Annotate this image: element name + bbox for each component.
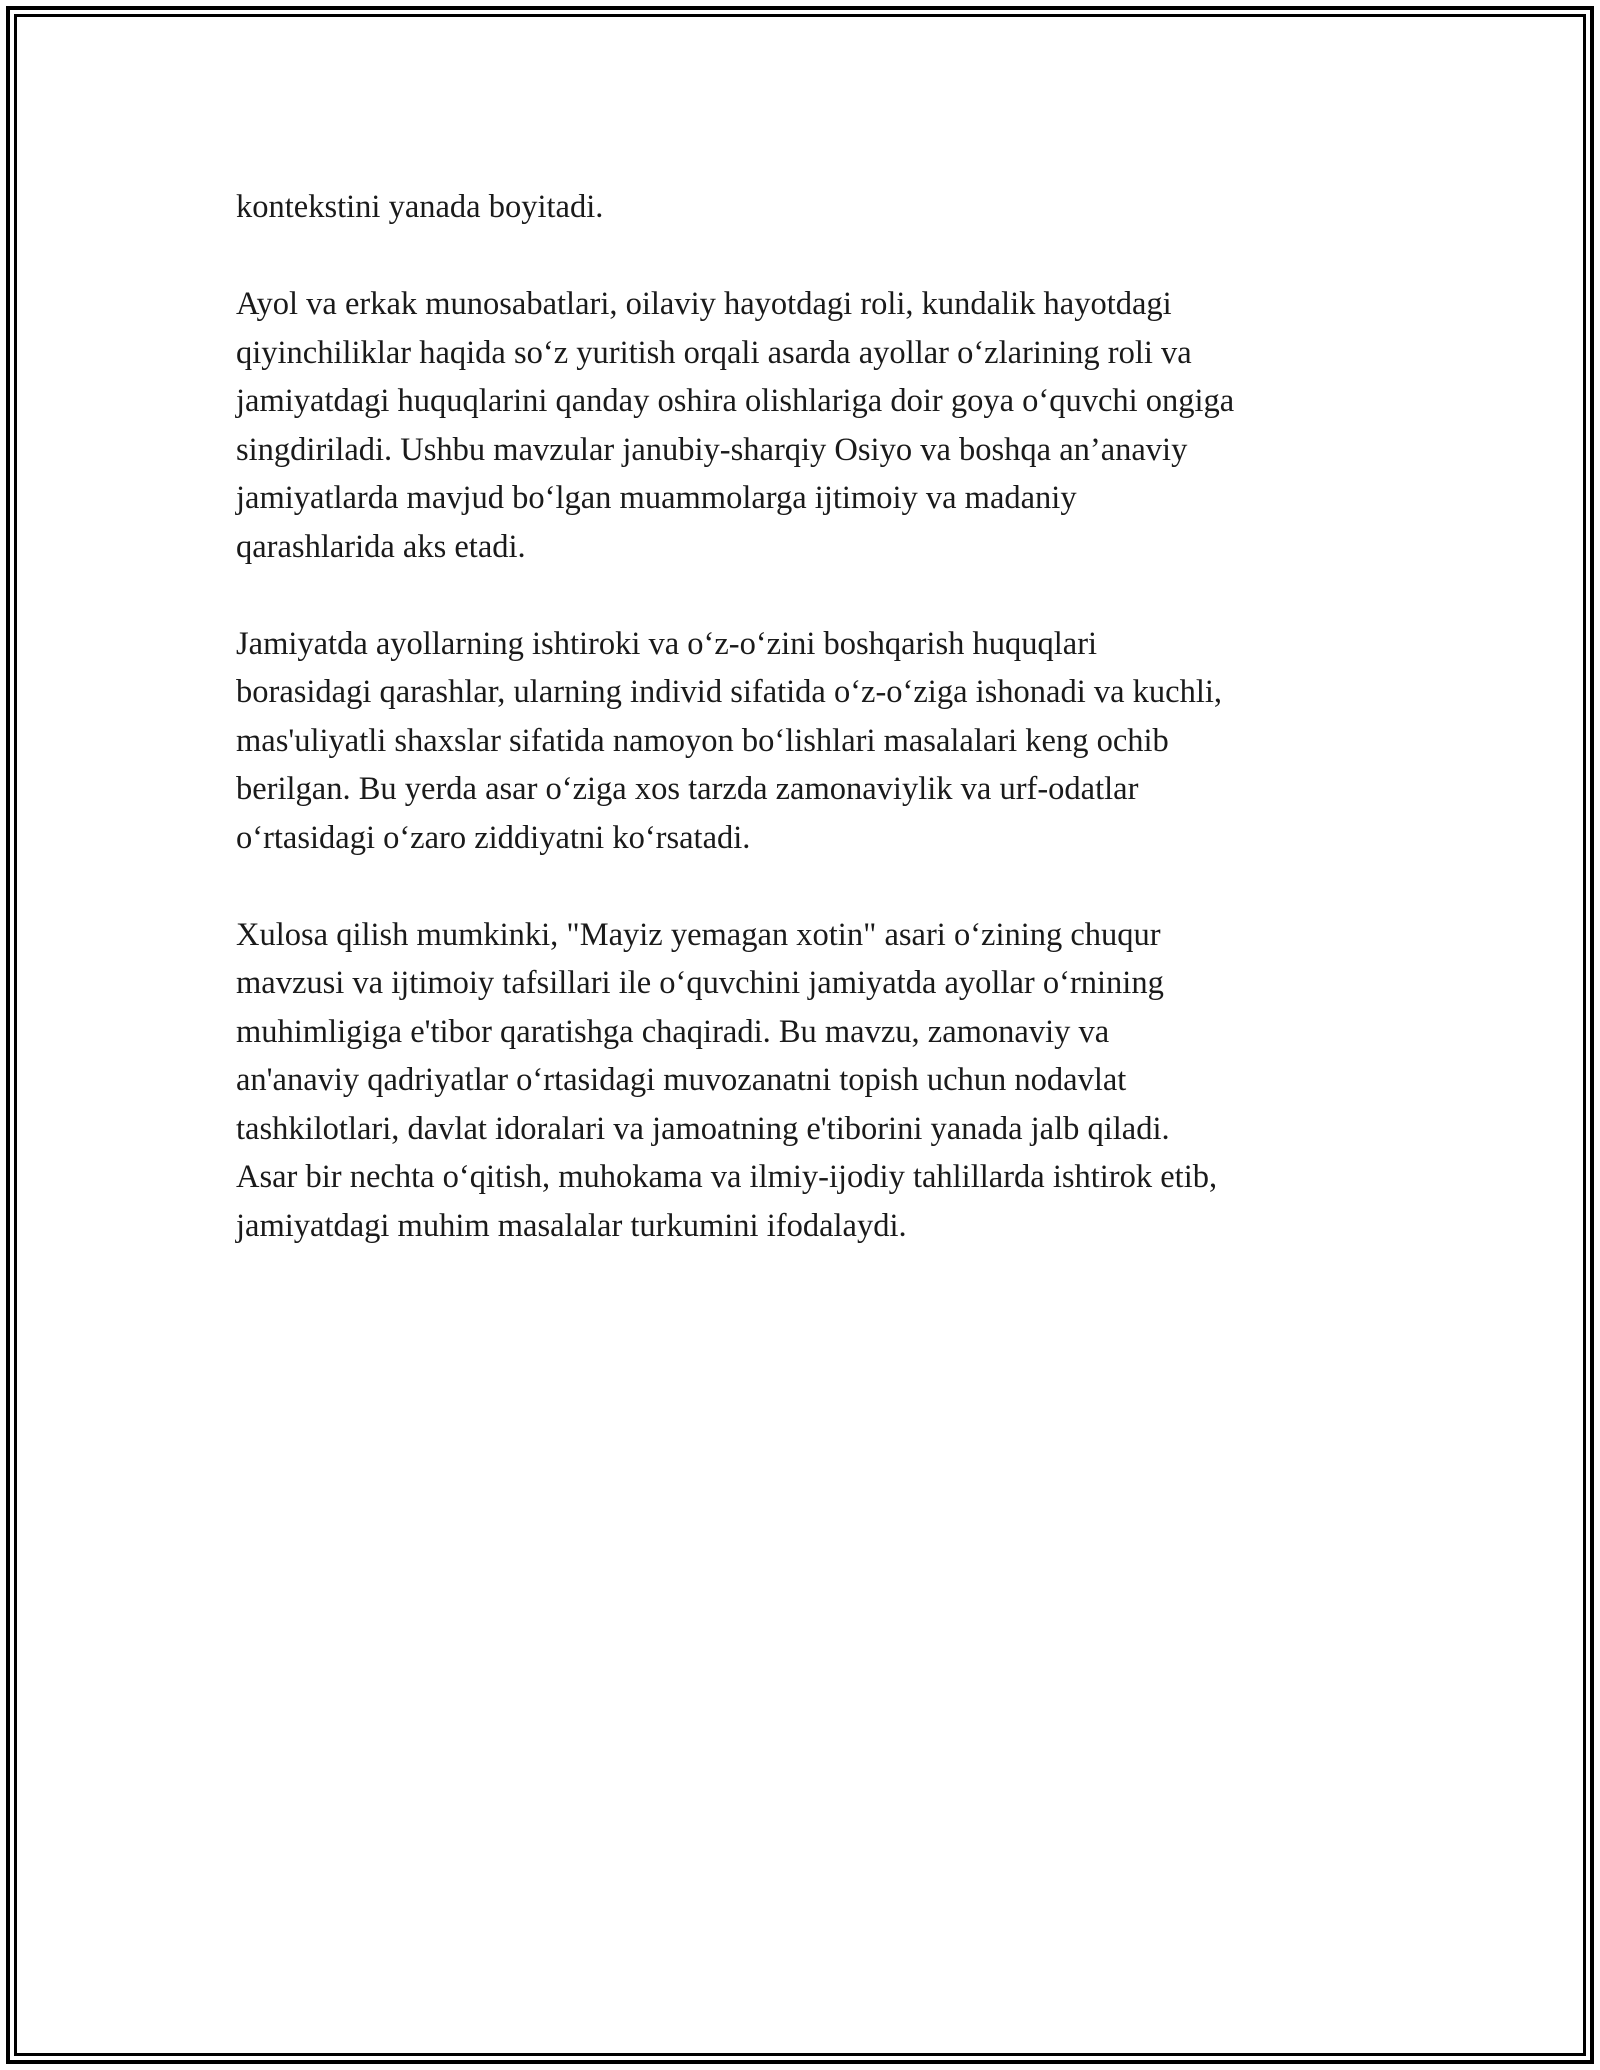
paragraph-4: Xulosa qilish mumkinki, "Mayiz yemagan xotin" asari o‘zining chuqur mavzusi va ijtimoiy tafsillari ile o‘quvchini jamiyatda ayollar o‘rnining muhimligiga e'tibor qaratishga chaqiradi. Bu mavzu, zamonaviy va an'anaviy qadriyatlar o‘rtasidagi muvozanatni topish uchun nodavlat tashkilotlari, davlat idoralari va jamoatning e'tiborini yanada jalb qiladi. Asar bir nechta o‘qitish, muhokama va ilmiy-ijodiy tahlillarda ishtirok etib, jamiyatdagi muhim masalalar turkumini ifodalaydi.: [236, 916, 1218, 1244]
paragraph-3: Jamiyatda ayollarning ishtiroki va o‘z-o‘zini boshqarish huquqlari borasidagi qarashlar, ularning individ sifatida o‘z-o‘ziga ishonadi va kuchli, mas'uliyatli shaxslar sifatida namoyon bo‘lishlari masalalari keng ochib berilgan. Bu yerda asar o‘ziga xos tarzda zamonaviylik va urf-odatlar o‘rtasidagi o‘zaro ziddiyatni ko‘rsatadi.: [236, 625, 1223, 856]
paragraph-2: Ayol va erkak munosabatlari, oilaviy hayotdagi roli, kundalik hayotdagi qiyinchiliklar haqida so‘z yuritish orqali asarda ayollar o‘zlarining roli va jamiyatdagi huquqlarini qanday oshira olishlariga doir goya o‘quvchi ongiga singdiriladi. Ushbu mavzular janubiy-sharqiy Osiyo va boshqa an’anaviy jamiyatlarda mavjud bo‘lgan muammolarga ijtimoiy va madaniy qarashlarida aks etadi.: [236, 286, 1235, 565]
document-body: [236, 183, 1376, 1299]
paragraph-1: kontekstini yanada boyitadi.: [236, 189, 604, 225]
